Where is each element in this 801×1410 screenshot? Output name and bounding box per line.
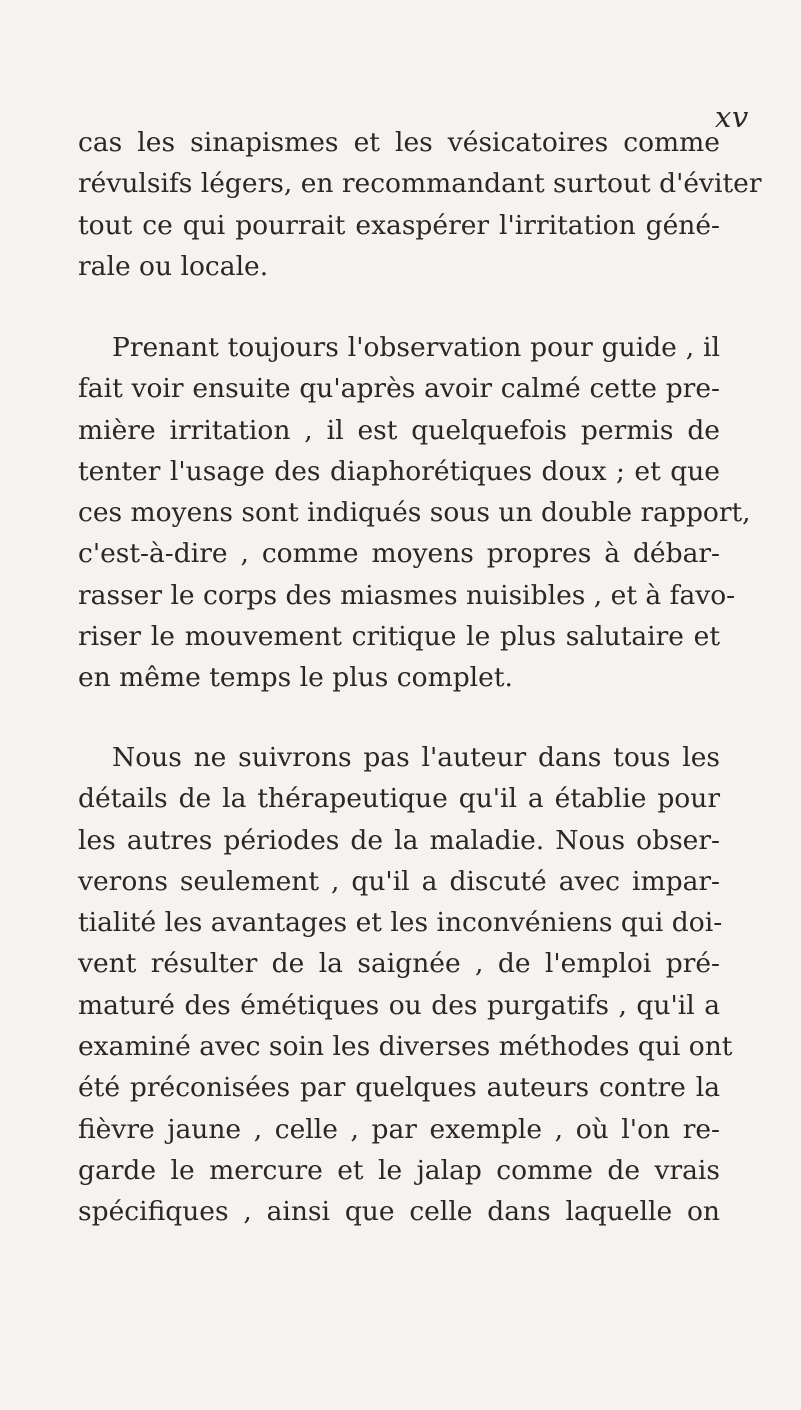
- text-line: détails de la thérapeutique qu'il a établie pour: [78, 783, 720, 815]
- page-number: xv: [715, 100, 749, 134]
- text-line: mière irritation , il est quelquefois permis de: [78, 414, 720, 446]
- text-line: fièvre jaune , celle , par exemple , où l'on re-: [78, 1113, 720, 1145]
- paragraph-2: [78, 327, 751, 699]
- text-line: tialité les avantages et les inconvéniens qui doi-: [78, 907, 723, 939]
- text-line: examiné avec soin les diverses méthodes qui ont: [78, 1031, 733, 1063]
- text-line: les autres périodes de la maladie. Nous obser-: [78, 824, 720, 856]
- text-line: maturé des émétiques ou des purgatifs , qu'il a: [78, 989, 720, 1021]
- text-line: rasser le corps des miasmes nuisibles , et à favo-: [78, 579, 736, 611]
- text-line: cas les sinapismes et les vésicatoires comme: [78, 127, 720, 158]
- text-line: Prenant toujours l'observation pour guide , il: [112, 332, 720, 363]
- text-line: en même temps le plus complet.: [78, 662, 513, 694]
- text-line: garde le mercure et le jalap comme de vrais: [78, 1154, 720, 1186]
- text-line: ces moyens sont indiqués sous un double rapport,: [78, 497, 751, 529]
- paragraph-3: [78, 737, 733, 1233]
- text-line: tout ce qui pourrait exaspérer l'irritation géné-: [78, 209, 720, 241]
- text-line: spécifiques , ainsi que celle dans laquelle on: [78, 1196, 720, 1228]
- text-line: fait voir ensuite qu'après avoir calmé cette pre-: [78, 373, 720, 405]
- text-line: vent résulter de la saignée , de l'emploi pré-: [78, 948, 720, 980]
- paragraph-1: [78, 122, 762, 287]
- text-line: verons seulement , qu'il a discuté avec impar-: [78, 865, 720, 897]
- text-line: été préconisées par quelques auteurs contre la: [78, 1072, 720, 1104]
- text-line: rale ou locale.: [78, 250, 269, 282]
- text-line: tenter l'usage des diaphorétiques doux ; et que: [78, 455, 720, 487]
- text-line: c'est-à-dire , comme moyens propres à débar-: [78, 538, 720, 570]
- text-line: riser le mouvement critique le plus salutaire et: [78, 621, 720, 653]
- text-line: Nous ne suivrons pas l'auteur dans tous les: [112, 742, 720, 773]
- text-line: révulsifs légers, en recommandant surtout d'éviter: [78, 168, 762, 200]
